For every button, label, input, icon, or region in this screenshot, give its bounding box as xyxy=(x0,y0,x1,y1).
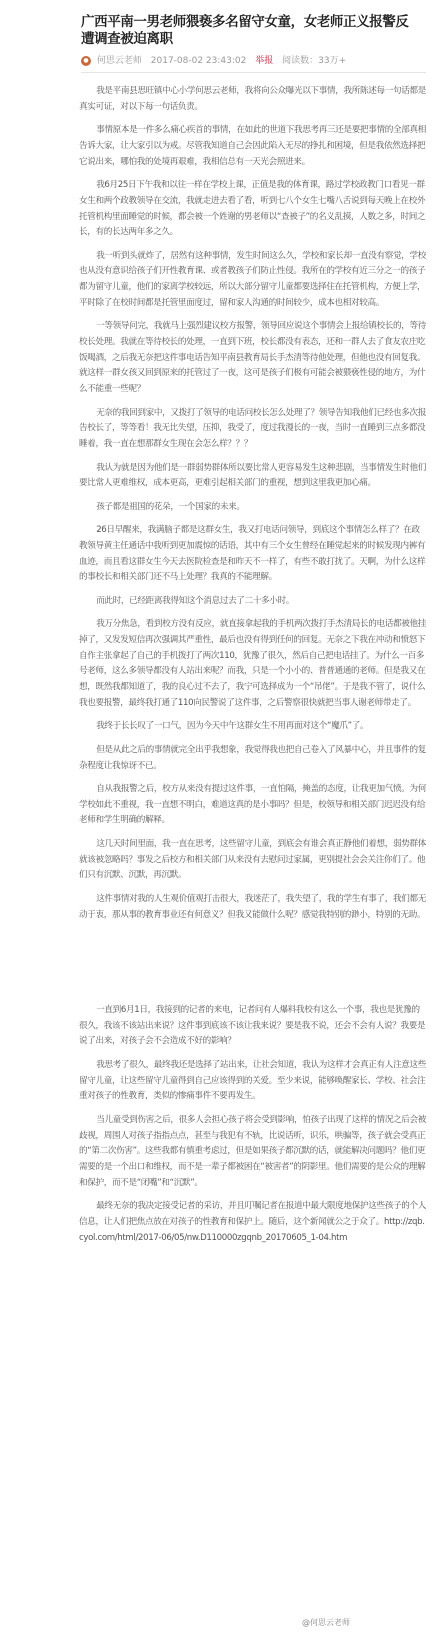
paragraph: 这几天时间里面，我一直在思考，这些留守儿童，到底会有谁会真正静他们着想，弱势群体就该被忽略吗？事发之后校方和相关部门从来没有去慰问过家属，更别提社会会关注你们了。他们只有沉默、沉默，再沉默。 xyxy=(79,838,426,881)
article-body-part-2 xyxy=(79,1003,427,1254)
watermark: @何思云老师 xyxy=(302,1618,350,1627)
title-divider xyxy=(81,72,426,73)
paragraph: 我终于长长叹了一口气，因为今天中午这群女生不用再面对这个“魔爪”了。 xyxy=(96,721,369,732)
article-meta xyxy=(81,54,426,68)
article-title: 广西平南一男老师猥亵多名留守女童，女老师正义报警反遭调查被迫离职 xyxy=(81,14,409,47)
paragraph: 我6月25日下午我和以往一样在学校上课，正值是我的体育课，路过学校政教门口看见一群女生和两个政教领导在交流，我就走进去看了看，听到七八个女生七嘴八舌说到每天晚上在校外托管机构里面睡觉的时候，都会被一个姓谢的男老师以“查被子”的名义乱摸，人数之多，时间之长，有的长达两年多之久。 xyxy=(79,180,426,238)
paragraph: 而此时，已经距离我得知这个消息过去了二十多小时。 xyxy=(96,595,295,606)
paragraph: 我万分焦急，看到校方没有反应，就直接拿起我的手机两次拨打手杰清局长的电话都被他挂掉了，又发发短信再次强调其严重性，最后也没有得到任何的回复。无奈之下我在冲动和愤怒下自作主张拿起了自己的手机拨打了两次110，犹豫了很久，然后自己把电话挂了。为什么一百多号老师，这么多领导都没有人站出来呢？而我，只是一个小小的、普普通通的老师。但是我又在想，既然我都知道了，我的良心过不去了，我宁可选择成为一个“吊佬”。于是我不管了，说什么我也要报警，最终我打通了110向民警说了这件事，之后警察很快就把当事人谢老师带走了。 xyxy=(79,619,426,708)
paragraph: 我思考了很久，最终我还是选择了站出来，让社会知道，我认为这样才会真正有人注意这些留守儿童，让这些留守儿童得到自己应该得到的关爱。至少来说，能够唤醒家长、学校、社会注重对孩子的性教育，类似的惨痛事件不要再发生。 xyxy=(79,1059,426,1102)
paragraph: 26日早醒来，我满脑子都是这群女生，我又打电话问领导，到底这个事情怎么样了？在政教领导黄主任通话中我听到更加震惊的话语，其中有三个女生曾经在睡觉起来的时候发现内裤有血迹，而且看这群女生今天去医院检查是和昨天不一样了，有些不敢打扰了。天啊，为什么这样的事校长和相关部门还不马上处理？我真的不能理解。 xyxy=(79,525,426,583)
paragraph: 这件事情对我的人生观价值观打击很大，我迷茫了，我失望了，我的学生有事了，我们都无动于衷，那从事的教育事业还有何意义？但我又能做什么呢？感觉我特别的渺小，特别的无助。 xyxy=(79,893,426,920)
paragraph: 孩子都是祖国的花朵，一个国家的未来。 xyxy=(96,501,245,512)
read-count: 阅读数：33万+ xyxy=(282,56,347,66)
paragraph: 我是平南县思旺镇中心小学何思云老师，我将向公众曝光以下事情，我所陈述每一句话都是真实可证，对以下每一句话负责。 xyxy=(79,86,426,112)
author-name[interactable]: 何思云老师 xyxy=(96,56,142,66)
paragraph: 事情原本是一件多么痛心疾首的事情，在如此的世道下我思考再三还是要把事情的全部真相告诉大家，让大家引以为戒。尽管我知道自己会因此陷入无尽的挣扎和困境，但是我依然选择把它说出来，哪怕我的处境再艰难，我相信总有一天光会照进来。 xyxy=(79,125,426,167)
paragraph: 当儿童受到伤害之后，很多人会担心孩子将会受到影响，怕孩子出现了这样的情况之后会被歧视，周围人对孩子指指点点，甚至与我犯有不轨，比说话听，识乐，哄骗等，孩子就会受真正的“第二次伤害”。这些我都有慎重考虑过，但是如果孩子都沉默的话，就能解决问题吗？他们更需要的是一个出口和维权，而不是一辈子都被困在“被害者”的阴影里。他们需要的是公众的理解和保护，而不是“闭嘴”和“沉默”。 xyxy=(79,1114,426,1188)
paragraph: 我一听到头就炸了，居然有这种事情，发生时间这么久，学校和家长却一直没有察觉，学校也从没有意识给孩子们开性教育课、或者教孩子们防止性侵。我所在的学校有近三分之一的孩子都为留守儿童，他们的家离学校较远，所以大部分留守儿童都要选择住在托管机构，方便上学，平时除了在校时间都是托管里面度过，留和家人沟通的时间较少，成本也相对较高。 xyxy=(79,250,426,308)
paragraph: 自从我报警之后，校方从来没有提过这件事，一直怕隔，掩盖的态度，让我更加气愤。为何学校如此不重视，我一直想不明白，难道这真的是小事吗？但是，校领导和相关部门迟迟没有给老师和学生明确的解释。 xyxy=(79,784,426,826)
paragraph: 一直到6月1日，我接到的记者的来电，记者问有人爆料我校有这么一个事，我也是犹豫的很久，我该不该站出来说？这件事到底该不该让我来说？要是我不说，还会不会有人说？我要是说了出来，对孩子会不会造成不好的影响？ xyxy=(79,1005,426,1047)
paragraph: 一等领导问完，我就马上强烈建议校方报警，领导回应说这个事情会上报给镇校长的，等待校长处理。我就在等待校长的处理，一直到下班，校长都没有表态，还和一群人去了食友农庄吃饭喝酒，之后我无奈把这件事电话告知平南县教育局长手杰清等待他处理，但他也没有回复我。就这样一群女孩又回到原来的托管过了一夜，这可是孩子们极有可能会被猥亵性侵的地方，为什么不能重一些呢？ xyxy=(79,321,426,395)
author-avatar-icon[interactable]: ● xyxy=(81,56,91,66)
paragraph: 无奈的我回到家中，又拨打了领导的电话问校长怎么处理了？领导告知我他们已经也多次报告校长了，等等看！我无比失望，压抑，我受了，度过我漫长的一夜，当时一直睡到三点多都没睡着，我一直在想那群女生现在会怎么样？？？ xyxy=(79,407,426,450)
paragraph: 最终无奈的我决定接受记者的采访，并且叮嘱记者在报道中最大限度地保护这些孩子的个人信息，让人们把焦点放在对孩子的性教育和保护上。随后，这个新闻就公之于众了。http://zqb.cyol.com/html/2017-06/05/nw.D110000zgqnb_20170605_1-04.htm xyxy=(79,1201,426,1243)
paragraph: 但是从此之后的事情就完全出乎我想象，我觉得我也把自己卷入了风暴中心，并且事件的复杂程度让我惊讶不已。 xyxy=(79,744,426,771)
article-body-part-1 xyxy=(79,84,427,931)
paragraph: 我认为就是因为他们是一群弱势群体所以要比常人更容易发生这种悲剧，当事情发生时他们要比常人更难维权，成本更高，更难引起相关部门的重视，想到这里我更加心痛。 xyxy=(79,462,426,489)
report-link[interactable]: 举报 xyxy=(255,56,274,66)
publish-date: 2017-08-02 23:43:02 xyxy=(150,56,247,66)
